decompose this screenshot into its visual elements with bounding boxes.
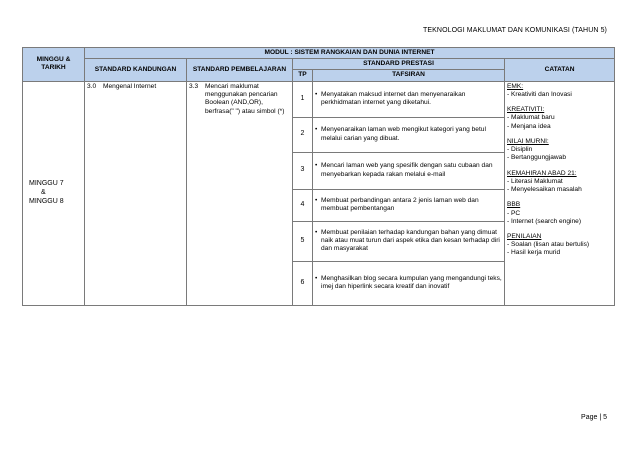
tafsiran-4-text: Membuat perbandingan antara 2 jenis laman web dan membuat pembentangan bbox=[321, 196, 479, 213]
bbb-heading: BBB bbox=[507, 201, 521, 209]
standard-pembelajaran-cell bbox=[187, 81, 293, 305]
bullet-icon: • bbox=[315, 228, 318, 236]
catatan-header: CATATAN bbox=[505, 59, 615, 81]
tp-4: 4 bbox=[293, 189, 313, 221]
tp-header: TP bbox=[293, 70, 313, 81]
kreativiti-heading: KREATIVITI: bbox=[507, 106, 545, 114]
kemahiran-heading: KEMAHIRAN ABAD 21: bbox=[507, 169, 577, 177]
penilaian-item-2: - Hasil kerja murid bbox=[507, 249, 561, 257]
tafsiran-3-text: Mencari laman web yang spesifik dengan satu cubaan dan menyebarkan kepada rakan melalui e-mail bbox=[321, 162, 493, 178]
standard-prestasi-header: STANDARD PRESTASI bbox=[293, 59, 505, 70]
bullet-icon: • bbox=[315, 274, 318, 282]
catatan-cell bbox=[505, 81, 615, 305]
modul-header: MODUL : SISTEM RANGKAIAN DAN DUNIA INTERNET bbox=[85, 48, 615, 59]
tp-3: 3 bbox=[293, 152, 313, 189]
tafsiran-6 bbox=[313, 261, 505, 305]
bbb-item-1: - PC bbox=[507, 209, 521, 217]
document-header-title: TEKNOLOGI MAKLUMAT DAN KOMUNIKASI (TAHUN 5) bbox=[423, 27, 607, 34]
tafsiran-header: TAFSIRAN bbox=[313, 70, 505, 81]
kemahiran-item-2: - Menyelesaikan masalah bbox=[507, 186, 582, 194]
emk-heading: EMK: bbox=[507, 82, 524, 90]
minggu-line-2: & bbox=[41, 188, 46, 196]
tafsiran-5 bbox=[313, 221, 505, 261]
tafsiran-4 bbox=[313, 189, 505, 221]
tp-1: 1 bbox=[293, 81, 313, 117]
minggu-line-1: MINGGU 7 bbox=[29, 180, 64, 188]
kreativiti-item-2: - Menjana idea bbox=[507, 122, 551, 130]
kandungan-number: 3.0 bbox=[87, 82, 97, 90]
emk-item-1: - Kreativiti dan Inovasi bbox=[507, 90, 572, 98]
standard-kandungan-header: STANDARD KANDUNGAN bbox=[85, 59, 187, 81]
tp-6: 6 bbox=[293, 261, 313, 305]
tafsiran-2 bbox=[313, 117, 505, 152]
bullet-icon: • bbox=[315, 126, 318, 134]
page-number: Page | 5 bbox=[581, 414, 607, 421]
tafsiran-1 bbox=[313, 81, 505, 117]
tafsiran-1-text: Menyatakan maksud internet dan menyenaraikan perkhidmatan internet yang diketahui. bbox=[321, 90, 466, 107]
minggu-header: MINGGU & TARIKH bbox=[23, 48, 85, 82]
bbb-item-2: - Internet (search engine) bbox=[507, 217, 582, 225]
tafsiran-3 bbox=[313, 152, 505, 189]
pembelajaran-text: Mencari maklumat menggunakan pencarian Boolean (AND,OR), berfrasa(" ") atau simbol (*) bbox=[205, 82, 285, 115]
kemahiran-item-1: - Literasi Maklumat bbox=[507, 177, 563, 185]
tp-5: 5 bbox=[293, 221, 313, 261]
nilai-murni-heading: NILAI MURNI: bbox=[507, 137, 549, 145]
tafsiran-2-text: Menyenaraikan laman web mengikut kategori yang betul melalui carian yang dibuat. bbox=[321, 126, 486, 142]
bullet-icon: • bbox=[315, 196, 318, 204]
nilai-item-2: - Bertanggungjawab bbox=[507, 154, 567, 162]
tafsiran-6-text: Menghasilkan blog secara kumpulan yang mengandungi teks, imej dan hiperlink secara kreatif dan inovatif bbox=[321, 274, 502, 291]
kandungan-text: Mengenal Internet bbox=[103, 82, 157, 90]
pembelajaran-number: 3.3 bbox=[189, 82, 199, 90]
penilaian-heading: PENILAIAN bbox=[507, 232, 542, 240]
nilai-item-1: - Disiplin bbox=[507, 146, 533, 154]
lesson-plan-table bbox=[22, 47, 615, 306]
tafsiran-5-text: Membuat penilaian terhadap kandungan bahan yang dimuat naik atau muat turun dari aspek etika dan kesan terhadap diri dan masyarakat bbox=[321, 228, 500, 253]
penilaian-item-1: - Soalan (lisan atau bertulis) bbox=[507, 241, 590, 249]
minggu-cell bbox=[23, 81, 85, 305]
bullet-icon: • bbox=[315, 90, 318, 98]
kreativiti-item-1: - Maklumat baru bbox=[507, 114, 555, 122]
standard-pembelajaran-header: STANDARD PEMBELAJARAN bbox=[187, 59, 293, 81]
standard-kandungan-cell bbox=[85, 81, 187, 305]
tp-2: 2 bbox=[293, 117, 313, 152]
bullet-icon: • bbox=[315, 162, 318, 170]
minggu-line-3: MINGGU 8 bbox=[29, 197, 64, 205]
